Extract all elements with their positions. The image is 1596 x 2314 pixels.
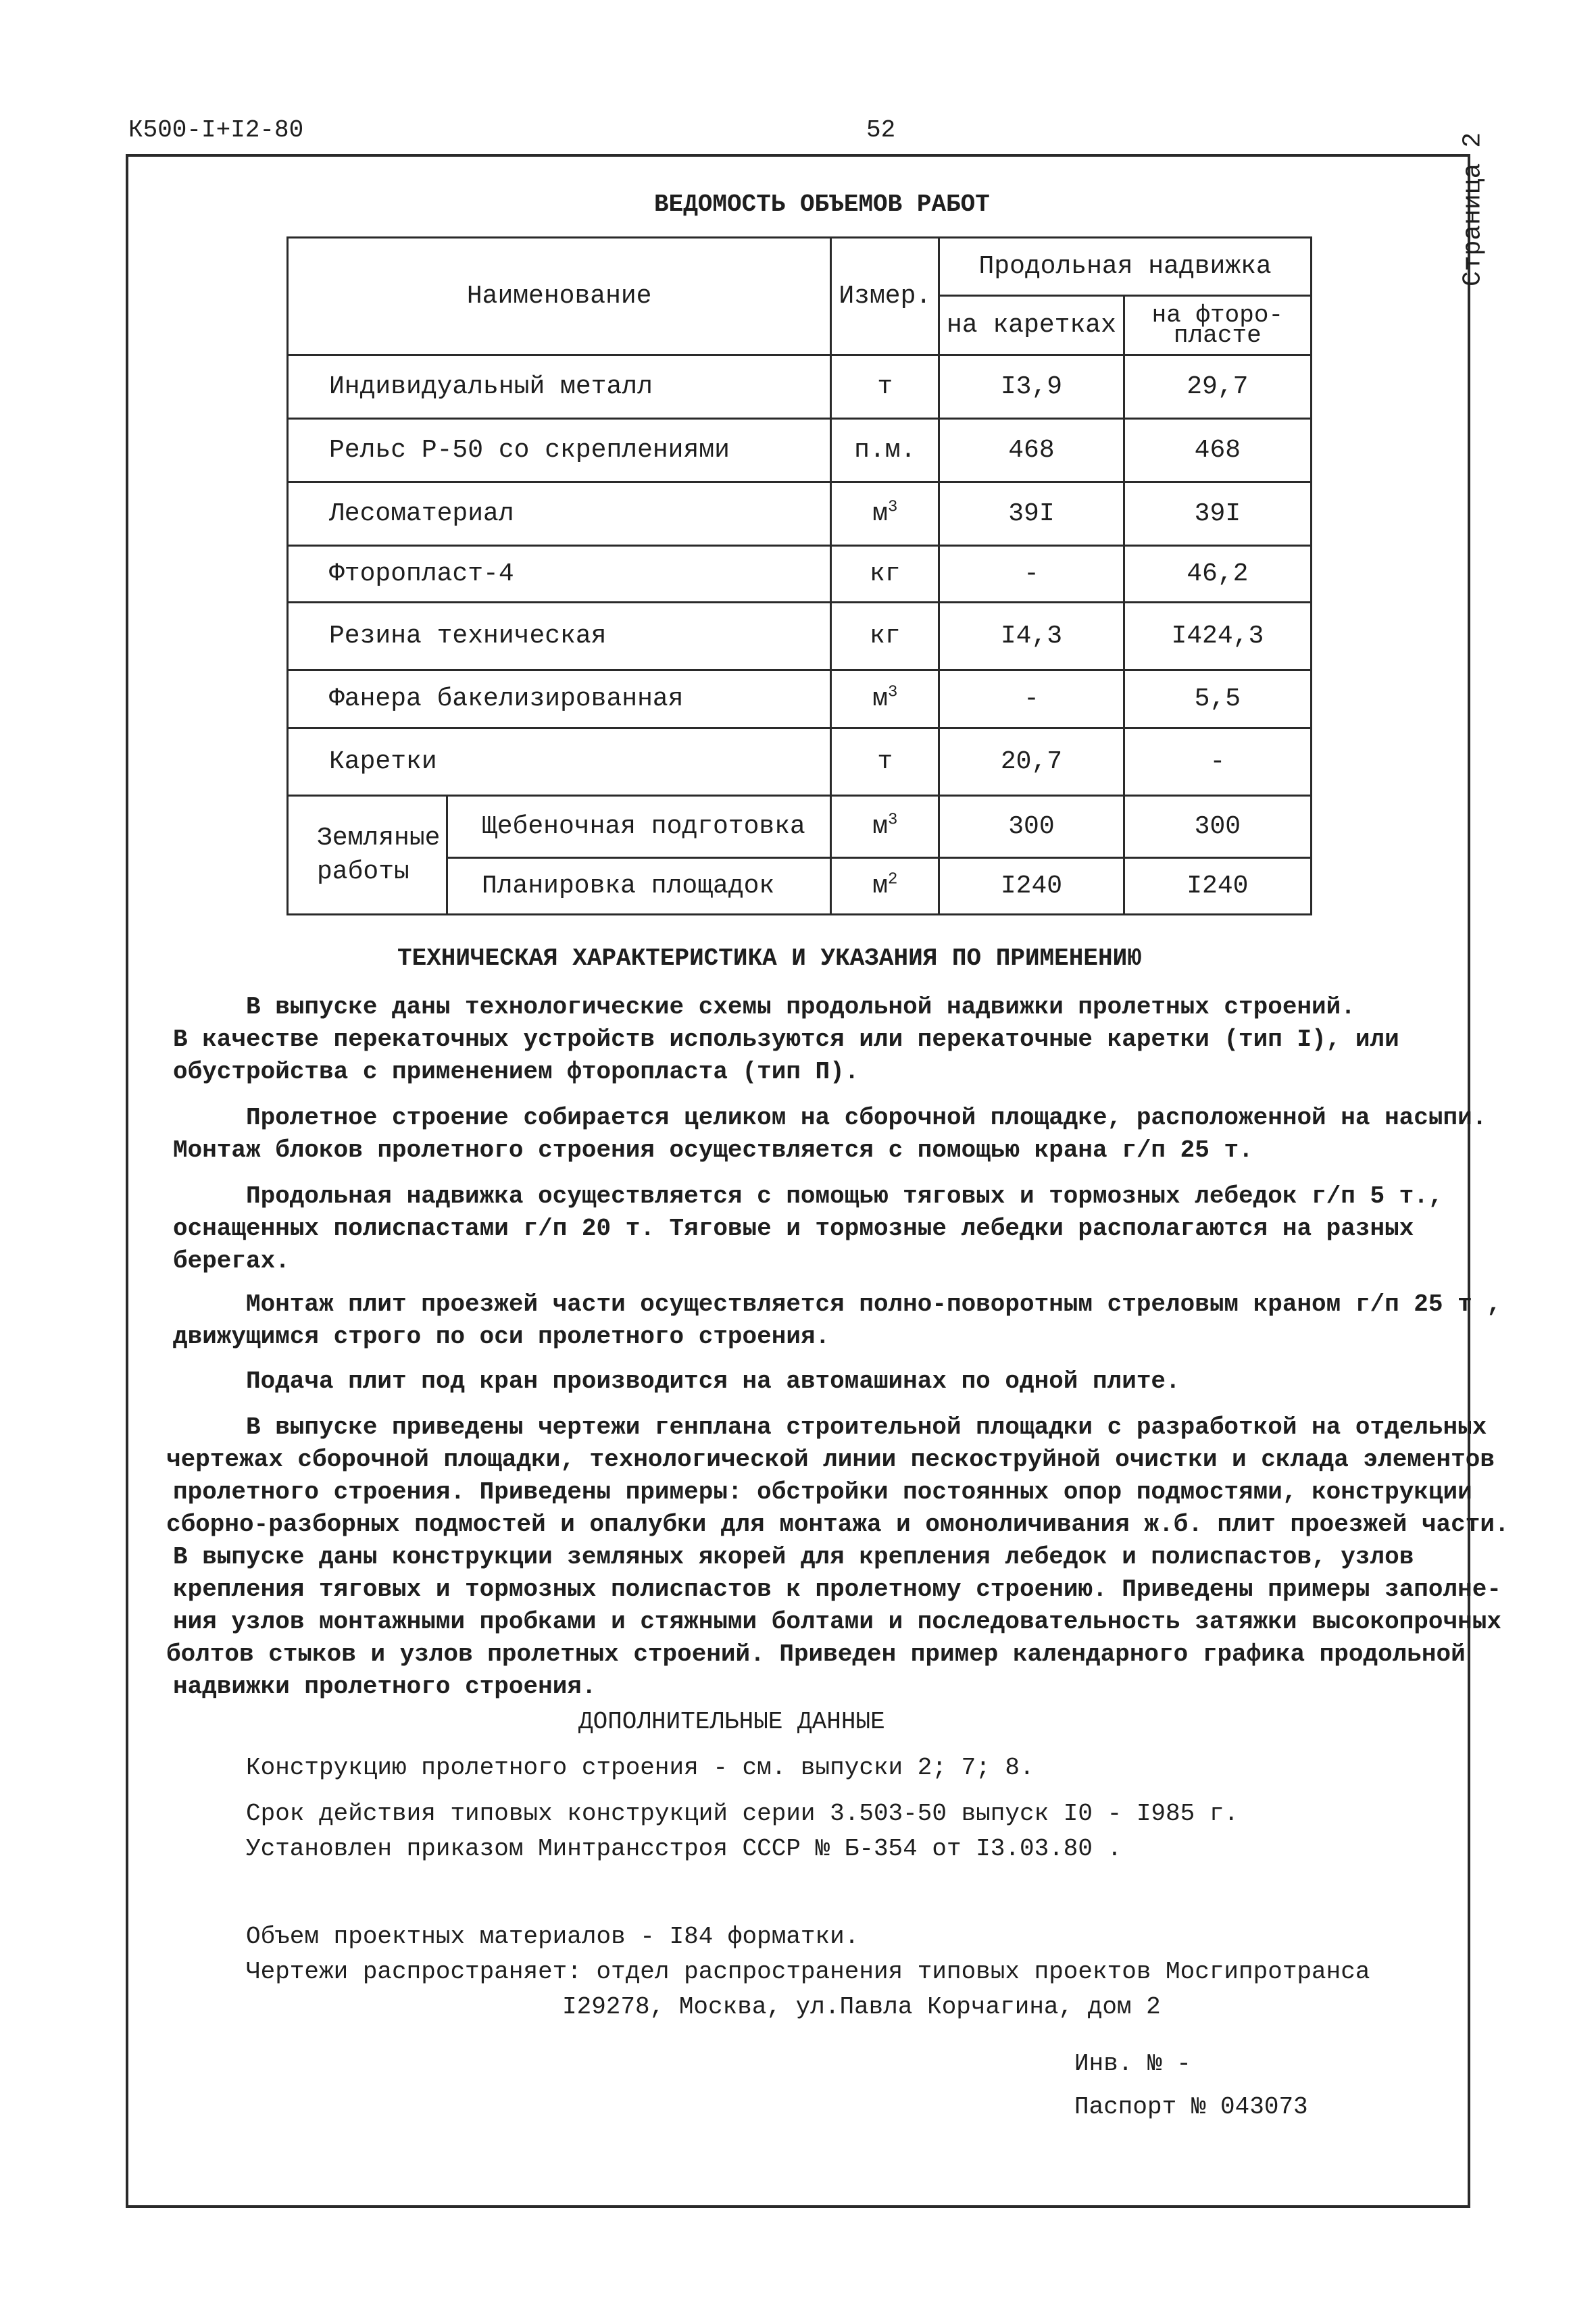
tech-line: Продольная надвижка осуществляется с помощью тяговых и тормозных лебедок г/п 5 т., bbox=[246, 1182, 1443, 1210]
col-header-a: на каретках bbox=[939, 296, 1124, 355]
row-value-b: 39I bbox=[1124, 482, 1311, 546]
tech-line: В выпуске приведены чертежи генплана строительной площадки с разработкой на отдельных bbox=[246, 1413, 1487, 1441]
row-name: Индивидуальный металл bbox=[288, 355, 831, 419]
table-row bbox=[288, 419, 1312, 482]
unit-base: м bbox=[872, 812, 888, 841]
row-value-a: - bbox=[939, 670, 1124, 728]
tech-line: берегах. bbox=[173, 1247, 290, 1275]
row-unit: п.м. bbox=[831, 419, 939, 482]
row-value-a: 39I bbox=[939, 482, 1124, 546]
tech-line: чертежах сборочной площадки, технологической линии пескоструйной очистки и склада элементов bbox=[166, 1446, 1495, 1474]
tech-line: Подача плит под кран производится на автомашинах по одной плите. bbox=[246, 1367, 1180, 1395]
row-name: Лесоматериал bbox=[288, 482, 831, 546]
tech-line: В выпуске даны технологические схемы продольной надвижки пролетных строений. bbox=[246, 993, 1355, 1021]
tech-line: болтов стыков и узлов пролетных строений. Приведен пример календарного графика продольной bbox=[166, 1640, 1466, 1668]
row-unit bbox=[831, 670, 939, 728]
tech-line: Пролетное строение собирается целиком на сборочной площадке, расположенной на насыпи. bbox=[246, 1104, 1487, 1132]
passport-number: Паспорт № 043073 bbox=[1074, 2093, 1308, 2121]
col-header-unit: Измер. bbox=[831, 238, 939, 355]
table-row bbox=[288, 670, 1312, 728]
row-unit bbox=[831, 796, 939, 858]
tech-line: В выпуске даны конструкции земляных якорей для крепления лебедок и полиспастов, узлов bbox=[173, 1543, 1414, 1571]
table-header-row bbox=[288, 238, 1312, 296]
row-value-b: I240 bbox=[1124, 858, 1311, 915]
extra-line: I29278, Москва, ул.Павла Корчагина, дом 2 bbox=[562, 1993, 1161, 2021]
tech-section-title: ТЕХНИЧЕСКАЯ ХАРАКТЕРИСТИКА И УКАЗАНИЯ ПО ПРИМЕНЕНИЮ bbox=[397, 945, 1142, 972]
row-name: Планировка площадок bbox=[447, 858, 830, 915]
row-name: Резина техническая bbox=[288, 603, 831, 670]
tech-line: В качестве перекаточных устройств используются или перекаточные каретки (тип I), или bbox=[173, 1026, 1399, 1053]
row-value-b: - bbox=[1124, 728, 1311, 796]
unit-exponent: 3 bbox=[887, 683, 898, 702]
col-header-b bbox=[1124, 296, 1311, 355]
unit-base: м bbox=[872, 499, 888, 528]
row-name: Фанера бакелизированная bbox=[288, 670, 831, 728]
tech-line: Монтаж блоков пролетного строения осуществляется с помощью крана г/п 25 т. bbox=[173, 1136, 1253, 1164]
col-header-name: Наименование bbox=[288, 238, 831, 355]
unit-exponent: 3 bbox=[887, 811, 898, 830]
table-row bbox=[288, 546, 1312, 603]
tech-line: обустройства с применением фторопласта (тип П). bbox=[173, 1058, 859, 1086]
table-row bbox=[288, 482, 1312, 546]
unit-exponent: 2 bbox=[887, 870, 898, 889]
document-code: К500-I+I2-80 bbox=[128, 116, 304, 144]
col-header-b-line2: пласте bbox=[1174, 321, 1262, 349]
table-row bbox=[288, 355, 1312, 419]
row-unit bbox=[831, 482, 939, 546]
unit-base: м bbox=[872, 684, 888, 713]
row-value-b: 5,5 bbox=[1124, 670, 1311, 728]
row-name: Фторопласт-4 bbox=[288, 546, 831, 603]
tech-line: движущимся строго по оси пролетного строения. bbox=[173, 1323, 830, 1351]
row-value-b: 46,2 bbox=[1124, 546, 1311, 603]
group-label-line2: работы bbox=[317, 857, 409, 886]
row-value-b: 29,7 bbox=[1124, 355, 1311, 419]
row-value-b: I424,3 bbox=[1124, 603, 1311, 670]
col-header-b-line1: на фторо- bbox=[1151, 301, 1284, 329]
tech-line: Монтаж плит проезжей части осуществляется полно-поворотным стреловым краном г/п 25 т , bbox=[246, 1290, 1501, 1318]
extra-line: Срок действия типовых конструкций серии 3.503-50 выпуск I0 - I985 г. bbox=[246, 1800, 1239, 1828]
group-label-line1: Земляные bbox=[317, 823, 441, 853]
extra-line: Конструкцию пролетного строения - см. выпуски 2; 7; 8. bbox=[246, 1754, 1034, 1782]
row-unit: т bbox=[831, 355, 939, 419]
tech-line: пролетного строения. Приведены примеры: обстройки постоянных опор подмостями, конструкции bbox=[173, 1478, 1472, 1506]
tech-line: сборно-разборных подмостей и опалубки для монтажа и омоноличивания ж.б. плит проезжей части. bbox=[166, 1511, 1510, 1538]
row-unit bbox=[831, 858, 939, 915]
tech-line: крепления тяговых и тормозных полиспастов к пролетному строению. Приведены примеры заполне- bbox=[173, 1576, 1501, 1603]
row-value-a: 468 bbox=[939, 419, 1124, 482]
extra-line: Установлен приказом Минтрансстроя СССР № Б-354 от I3.03.80 . bbox=[246, 1835, 1122, 1863]
page-number: 52 bbox=[866, 116, 896, 144]
extra-line: Объем проектных материалов - I84 форматки. bbox=[246, 1923, 859, 1951]
row-value-a: 300 bbox=[939, 796, 1124, 858]
row-value-a: 20,7 bbox=[939, 728, 1124, 796]
row-value-b: 468 bbox=[1124, 419, 1311, 482]
row-unit: кг bbox=[831, 603, 939, 670]
table-row bbox=[288, 728, 1312, 796]
tech-line: оснащенных полиспастами г/п 20 т. Тяговые и тормозные лебедки располагаются на разных bbox=[173, 1215, 1414, 1242]
row-value-a: I3,9 bbox=[939, 355, 1124, 419]
table-row bbox=[288, 796, 1312, 858]
table-row bbox=[288, 603, 1312, 670]
row-name: Щебеночная подготовка bbox=[447, 796, 830, 858]
extra-section-title: ДОПОЛНИТЕЛЬНЫЕ ДАННЫЕ bbox=[578, 1708, 885, 1736]
row-value-a: I4,3 bbox=[939, 603, 1124, 670]
col-header-group: Продольная надвижка bbox=[939, 238, 1312, 296]
inventory-number: Инв. № - bbox=[1074, 2050, 1191, 2078]
unit-exponent: 3 bbox=[887, 498, 898, 517]
row-name: Рельс Р-50 со скреплениями bbox=[288, 419, 831, 482]
row-unit: т bbox=[831, 728, 939, 796]
extra-line: Чертежи распространяет: отдел распространения типовых проектов Мосгипротранса bbox=[246, 1958, 1370, 1986]
row-unit: кг bbox=[831, 546, 939, 603]
row-name: Каретки bbox=[288, 728, 831, 796]
row-value-b: 300 bbox=[1124, 796, 1311, 858]
volume-table bbox=[286, 236, 1312, 915]
tech-line: надвижки пролетного строения. bbox=[173, 1673, 597, 1701]
volume-table-title: ВЕДОМОСТЬ ОБЪЕМОВ РАБОТ bbox=[654, 191, 990, 218]
row-group-earthworks bbox=[288, 796, 447, 915]
tech-line: ния узлов монтажными пробками и стяжными болтами и последовательность затяжки высокопрочных bbox=[173, 1608, 1501, 1636]
row-value-a: - bbox=[939, 546, 1124, 603]
row-value-a: I240 bbox=[939, 858, 1124, 915]
unit-base: м bbox=[872, 872, 888, 901]
side-page-label: Страница 2 bbox=[1458, 132, 1488, 287]
